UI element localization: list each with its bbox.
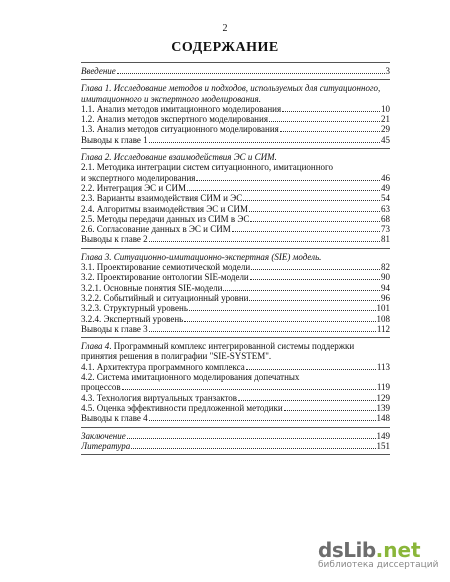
chapter-heading: Глава 3. Ситуационно-имитационно-экспертная (SIE) модель. xyxy=(81,251,322,262)
toc-label: Выводы к главе 1 xyxy=(81,134,148,145)
dot-leader xyxy=(282,105,380,112)
dot-leader xyxy=(250,273,380,280)
toc-label: и экспертного моделирования xyxy=(81,172,196,183)
toc-page: 54 xyxy=(381,193,390,204)
toc-page: 139 xyxy=(376,402,390,413)
toc-label: 3.2. Проектирование онтологии SIE-модели xyxy=(81,272,249,283)
toc-label: Выводы к главе 2 xyxy=(81,234,148,245)
toc-page: 148 xyxy=(376,413,390,424)
dot-leader xyxy=(269,115,380,122)
toc-label: 2.6. Согласование данных в ЭС и СИМ xyxy=(81,224,231,235)
toc-label: Заключение xyxy=(81,430,126,441)
dot-leader xyxy=(250,215,380,222)
toc-row[interactable] xyxy=(81,124,390,134)
toc-label: 2.2. Интеграция ЭС и СИМ xyxy=(81,182,186,193)
dot-leader xyxy=(284,404,376,411)
toc-page: 82 xyxy=(381,262,390,273)
toc-page: 81 xyxy=(381,234,390,245)
toc-row[interactable] xyxy=(81,114,390,124)
toc-row[interactable] xyxy=(81,272,390,282)
toc-row-intro[interactable] xyxy=(81,66,390,76)
toc-label: 1.3. Анализ методов ситуационного моделирования xyxy=(81,124,279,135)
toc-page: 96 xyxy=(381,292,390,303)
dot-leader xyxy=(187,184,380,191)
toc-label: 3.2.4. Экспертный уровень xyxy=(81,313,184,324)
toc-row[interactable] xyxy=(81,135,390,145)
toc-label: Литература xyxy=(81,440,131,451)
toc-page: 94 xyxy=(381,282,390,293)
toc-page: 45 xyxy=(381,134,390,145)
toc-label: 2.4. Алгоритмы взаимодействия ЭС и СИМ xyxy=(81,203,249,214)
toc-page: 119 xyxy=(376,382,390,393)
toc-page: 49 xyxy=(381,182,390,193)
dot-leader xyxy=(117,67,385,74)
dot-leader xyxy=(184,315,375,322)
toc-row[interactable] xyxy=(81,104,390,114)
toc-row[interactable] xyxy=(81,224,390,234)
dot-leader xyxy=(189,304,376,311)
page-title: СОДЕРЖАНИЕ xyxy=(171,40,279,55)
dot-leader xyxy=(122,383,376,390)
toc-label: 2.3. Варианты взаимодействия СИМ и ЭС xyxy=(81,193,243,204)
toc-row[interactable] xyxy=(81,283,390,293)
toc-label: Выводы к главе 4 xyxy=(81,413,148,424)
toc-row[interactable] xyxy=(81,403,390,413)
dot-leader xyxy=(232,225,380,232)
watermark xyxy=(318,538,448,570)
watermark-subtitle: библиотека диссертаций xyxy=(318,560,439,570)
dot-leader xyxy=(238,394,375,401)
toc-page: 63 xyxy=(381,203,390,214)
toc-chapter-4 xyxy=(81,338,390,427)
toc-intro-section xyxy=(81,63,390,80)
toc-chapter-1 xyxy=(81,80,390,149)
toc-label: 3.2.1. Основные понятия SIE-модели xyxy=(81,282,223,293)
dot-leader xyxy=(127,432,376,439)
toc-end-section xyxy=(81,428,390,456)
toc-label: Выводы к главе 3 xyxy=(81,323,148,334)
dot-leader xyxy=(131,442,375,449)
toc-row[interactable] xyxy=(81,303,390,313)
toc-label-line: 4.2. Система имитационного моделирования допечатных xyxy=(81,372,300,383)
chapter-title: . Программный комплекс интегрированной системы поддержки принятия решения в полиграфии "SIE-SYSTEM". xyxy=(81,341,355,362)
toc-label-line: 2.1. Методика интеграции систем ситуационного, имитационного xyxy=(81,162,334,173)
toc-page: 129 xyxy=(376,392,390,403)
toc-page: 113 xyxy=(376,361,390,372)
toc-page: 21 xyxy=(381,114,390,125)
toc-chapter-3 xyxy=(81,249,390,338)
dot-leader xyxy=(249,205,380,212)
toc-label: 3.2.3. Структурный уровень xyxy=(81,303,188,314)
watermark-logo-text: dsLib xyxy=(318,538,376,562)
toc-row-conclusion[interactable] xyxy=(81,431,390,441)
toc-page: 10 xyxy=(381,103,390,114)
dot-leader xyxy=(246,363,376,370)
toc-page: 73 xyxy=(381,224,390,235)
toc-label: 2.5. Методы передачи данных из СИМ в ЭС xyxy=(81,213,250,224)
toc-page: 108 xyxy=(376,313,390,324)
toc-page: 112 xyxy=(376,323,390,334)
toc-label: 4.3. Технология виртуальных транзактов xyxy=(81,392,238,403)
toc-label: 1.2. Анализ методов экспертного моделирования xyxy=(81,114,268,125)
chapter-heading xyxy=(81,341,390,362)
toc-page: 29 xyxy=(381,124,390,135)
toc-row[interactable] xyxy=(81,293,390,303)
dot-leader xyxy=(280,125,380,132)
watermark-logo xyxy=(318,538,448,562)
toc-page: 46 xyxy=(381,172,390,183)
toc-row[interactable] xyxy=(81,262,390,272)
toc-row[interactable] xyxy=(81,173,390,183)
toc-row[interactable] xyxy=(81,393,390,403)
toc-page: 3 xyxy=(385,66,390,76)
dot-leader xyxy=(196,174,380,181)
page-number: 2 xyxy=(222,23,228,34)
toc-row[interactable] xyxy=(81,324,390,334)
dot-leader xyxy=(149,325,376,332)
toc-label: 1.1. Анализ методов имитационного моделирования xyxy=(81,103,282,114)
toc-row[interactable] xyxy=(81,382,390,392)
toc-page: 149 xyxy=(376,430,390,441)
toc-label: процессов xyxy=(81,382,121,393)
toc-row-literature[interactable] xyxy=(81,441,390,451)
toc-row[interactable] xyxy=(81,183,390,193)
toc-page: 68 xyxy=(381,213,390,224)
toc-label: Введение xyxy=(81,66,116,76)
dot-leader xyxy=(249,294,380,301)
toc-row[interactable] xyxy=(81,362,390,372)
dot-leader xyxy=(243,194,380,201)
toc-row[interactable] xyxy=(81,413,390,423)
chapter-heading: Глава 1. Исследование методов и подходов, используемых для ситуационного, имитационного и экспертного моделирования. xyxy=(81,83,381,104)
dot-leader xyxy=(149,414,376,421)
toc-row[interactable] xyxy=(81,214,390,224)
chapter-prefix: Глава 4 xyxy=(81,341,110,352)
table-of-contents xyxy=(81,62,390,455)
toc-label: 4.5. Оценка эффективности предложенной методики xyxy=(81,402,283,413)
toc-row[interactable] xyxy=(81,314,390,324)
toc-page: 90 xyxy=(381,272,390,283)
toc-row[interactable] xyxy=(81,193,390,203)
dot-leader xyxy=(149,235,380,242)
toc-page: 151 xyxy=(376,440,390,451)
toc-chapter-2 xyxy=(81,149,390,249)
toc-row[interactable] xyxy=(81,204,390,214)
toc-label: 4.1. Архитектура программного комплекса xyxy=(81,361,245,372)
toc-row[interactable] xyxy=(81,234,390,244)
dot-leader xyxy=(149,136,380,143)
watermark-domain: .net xyxy=(375,538,421,562)
toc-label: 3.1. Проектирование семиотической модели xyxy=(81,262,251,273)
dot-leader xyxy=(223,284,380,291)
chapter-heading: Глава 2. Исследование взаимодействия ЭС и СИМ. xyxy=(81,152,277,163)
toc-label: 3.2.2. Событийный и ситуационный уровни xyxy=(81,292,249,303)
dot-leader xyxy=(251,263,380,270)
toc-page: 101 xyxy=(376,303,390,314)
